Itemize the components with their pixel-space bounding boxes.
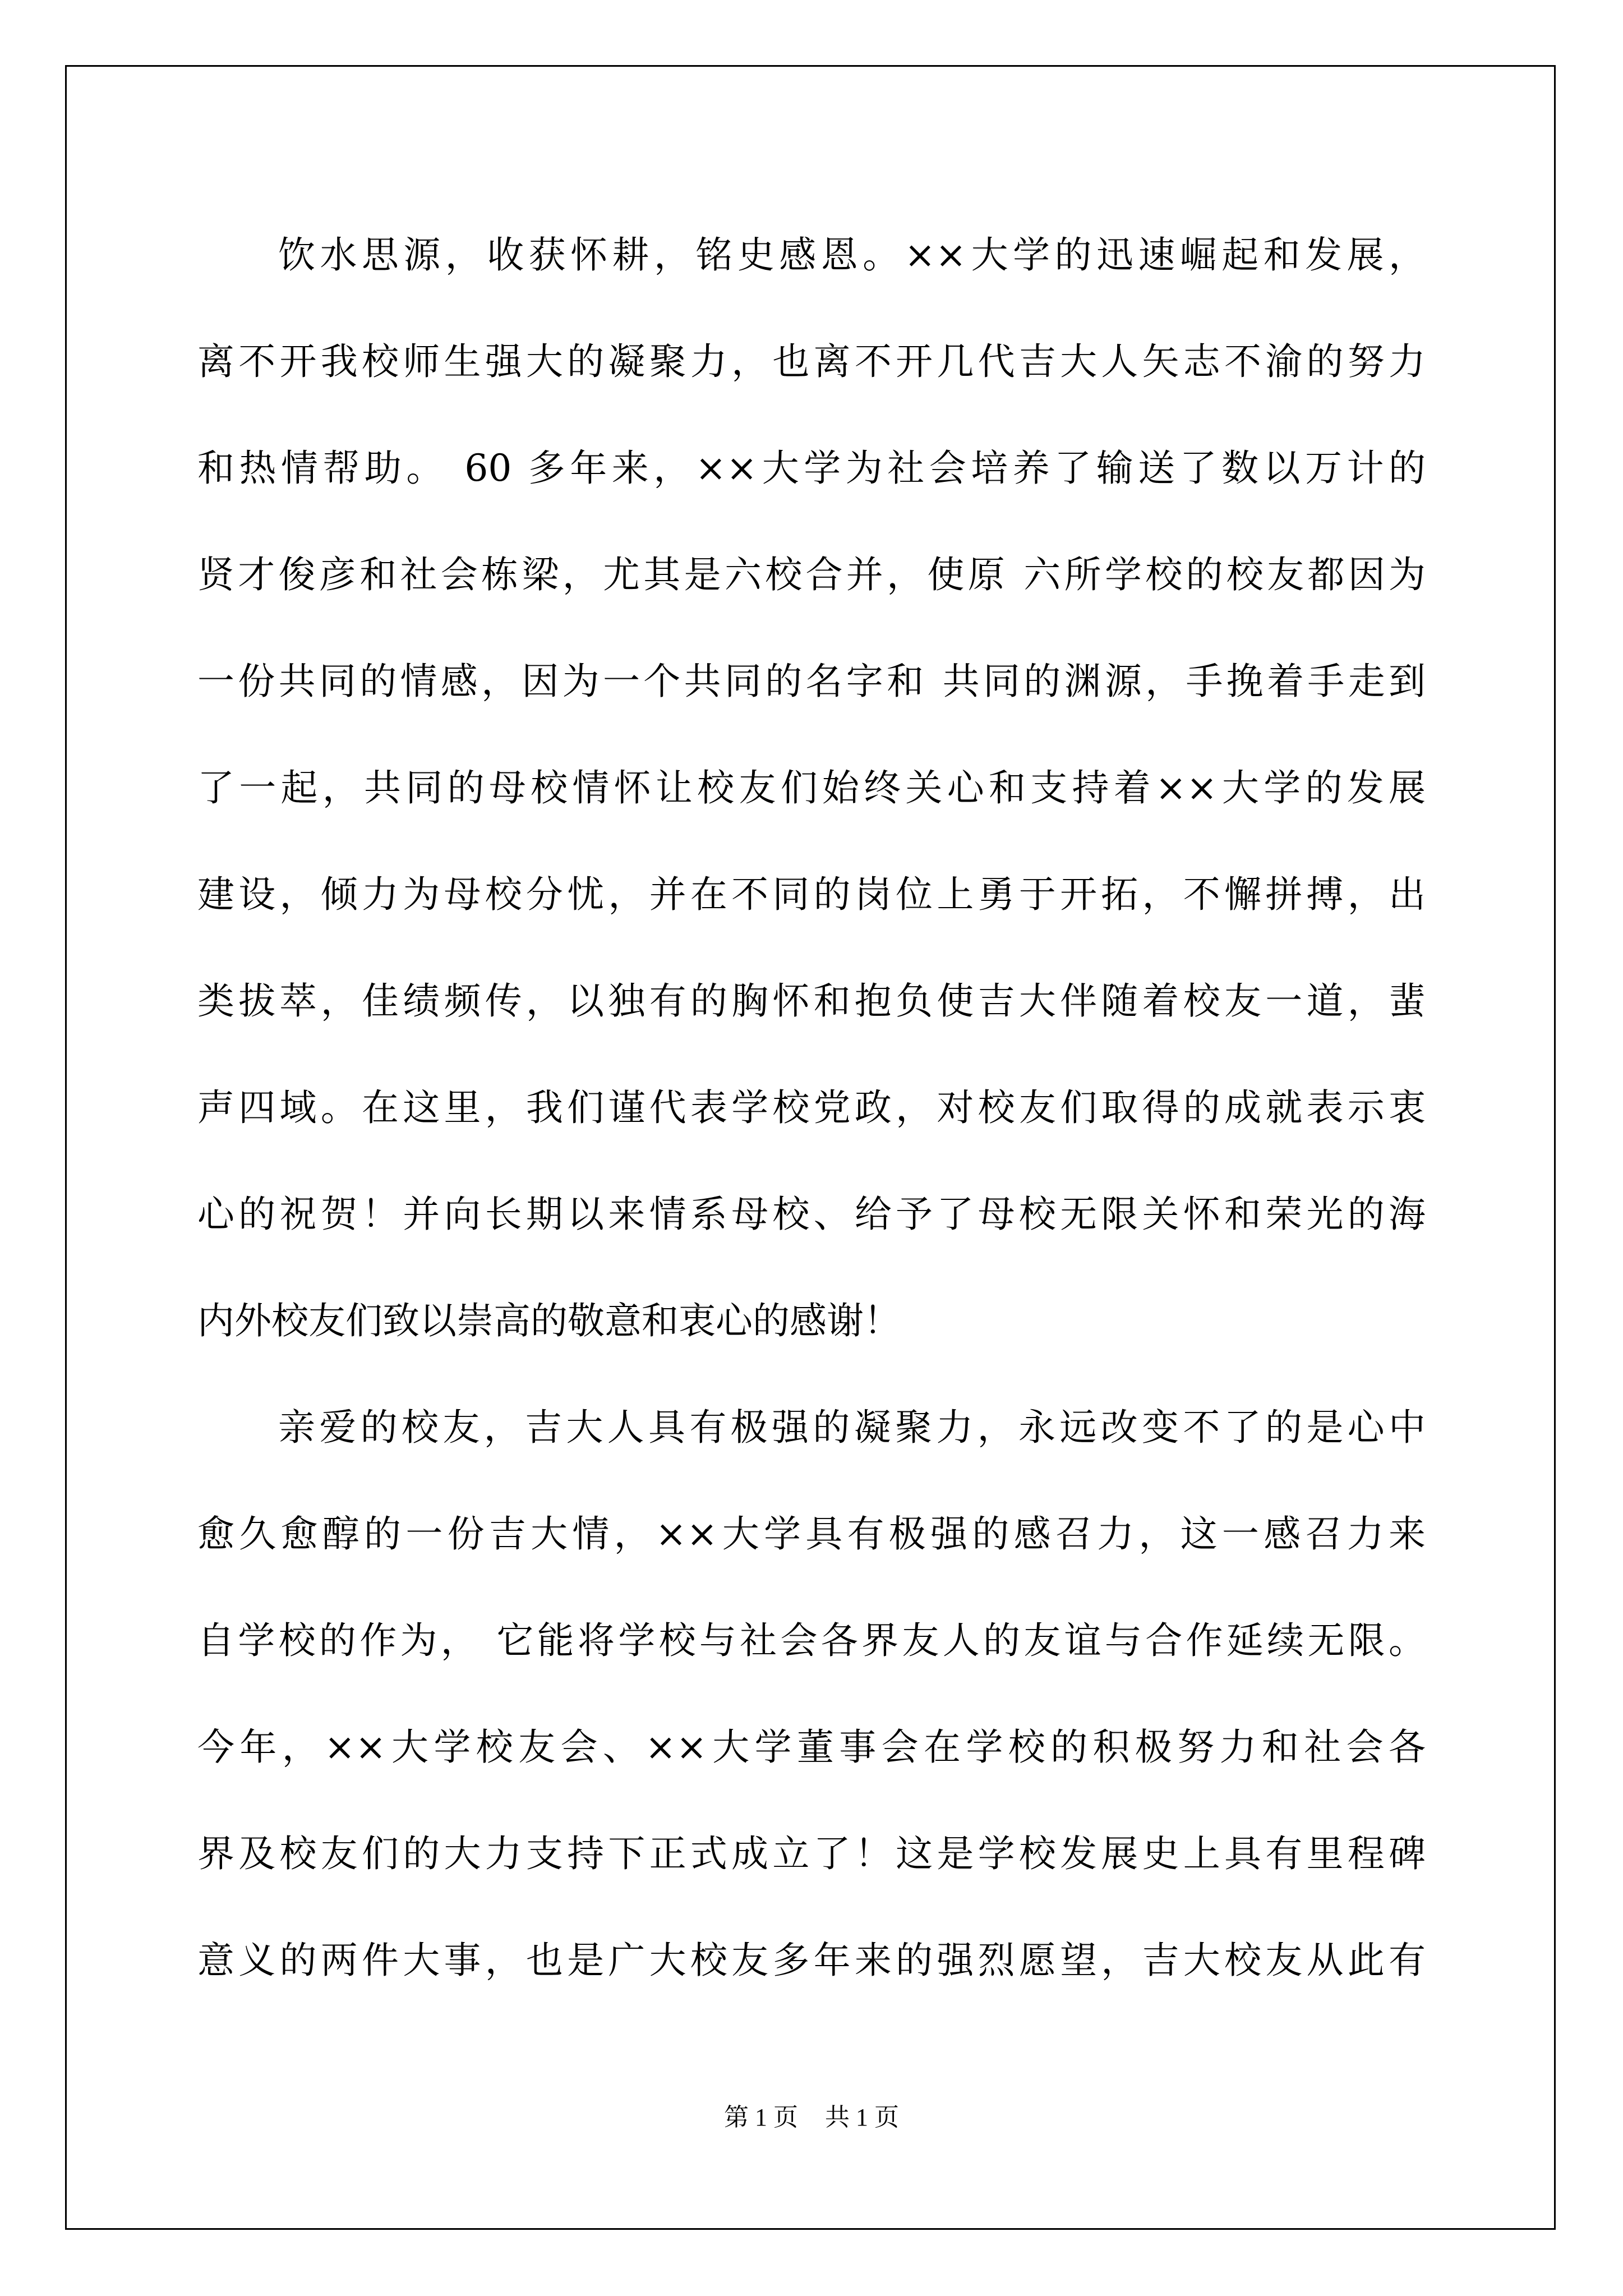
paragraph-1-line-3: 和热情帮助。 60 多年来，××大学为社会培养了输送了数以万计的: [197, 447, 1426, 490]
paragraph-1-line-2: 离不开我校师生强大的凝聚力，也离不开几代吉大人矢志不渝的努力: [197, 340, 1426, 383]
paragraph-1-line-6: 了一起，共同的母校情怀让校友们始终关心和支持着××大学的发展: [197, 766, 1426, 809]
paragraph-1-line-7: 建设，倾力为母校分忧，并在不同的岗位上勇于开拓，不懈拼搏，出: [197, 873, 1426, 916]
paragraph-2-line-4: 今年，××大学校友会、××大学董事会在学校的积极努力和社会各: [197, 1726, 1426, 1769]
paragraph-2-line-2: 愈久愈醇的一份吉大情，××大学具有极强的感召力，这一感召力来: [197, 1512, 1426, 1556]
paragraph-2-line-1: 亲爱的校友，吉大人具有极强的凝聚力，永远改变不了的是心中: [278, 1406, 1426, 1449]
page-number: 第 1 页: [724, 2104, 798, 2131]
paragraph-1-line-9: 声四域。在这里，我们谨代表学校党政，对校友们取得的成就表示衷: [197, 1086, 1426, 1129]
paragraph-2-line-5: 界及校友们的大力支持下正式成立了！这是学校发展史上具有里程碑: [197, 1832, 1426, 1875]
paragraph-1-line-11: 内外校友们致以崇高的敬意和衷心的感谢！: [197, 1299, 901, 1342]
paragraph-1-line-4: 贤才俊彦和社会栋梁，尤其是六校合并，使原 六所学校的校友都因为: [197, 553, 1426, 596]
paragraph-1-line-8: 类拔萃，佳绩频传，以独有的胸怀和抱负使吉大伴随着校友一道，蜚: [197, 979, 1426, 1023]
paragraph-1-line-5: 一份共同的情感，因为一个共同的名字和 共同的渊源，手挽着手走到: [197, 660, 1426, 703]
paragraph-2-line-3: 自学校的作为， 它能将学校与社会各界友人的友谊与合作延续无限。: [197, 1619, 1426, 1662]
paragraph-1-line-10: 心的祝贺！并向长期以来情系母校、给予了母校无限关怀和荣光的海: [197, 1193, 1426, 1236]
paragraph-2-line-6: 意义的两件大事，也是广大校友多年来的强烈愿望，吉大校友从此有: [197, 1939, 1426, 1982]
page-footer: [0, 2101, 1623, 2134]
paragraph-1-line-1: 饮水思源，收获怀耕，铭史感恩。××大学的迅速崛起和发展，: [278, 233, 1426, 277]
page-total: 共 1 页: [825, 2104, 899, 2131]
